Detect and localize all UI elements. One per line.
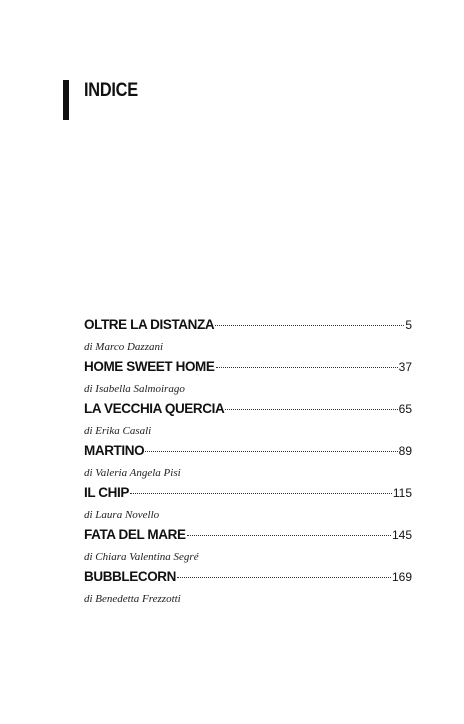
toc-entry-author: di Erika Casali	[84, 425, 152, 437]
toc-entry-author: di Laura Novello	[84, 509, 160, 521]
toc-entry-row	[84, 525, 412, 545]
toc-entry-page: 5	[405, 318, 412, 332]
toc-entry-title: HOME SWEET HOME	[84, 359, 215, 374]
toc-entry-author: di Valeria Angela Pisi	[84, 467, 181, 479]
toc-entry[interactable]	[84, 567, 412, 609]
dot-leader	[145, 450, 397, 452]
toc-entry-title: FATA DEL MARE	[84, 527, 186, 542]
toc-entry-title: IL CHIP	[84, 485, 129, 500]
dot-leader	[215, 324, 404, 326]
toc-entry-page: 169	[391, 570, 412, 584]
toc-entry-row	[84, 441, 412, 461]
toc-entry-title: LA VECCHIA QUERCIA	[84, 401, 225, 416]
heading-bar	[63, 80, 69, 120]
dot-leader	[187, 534, 391, 536]
toc-entry-author: di Chiara Valentina Segré	[84, 551, 199, 563]
toc-entry-title: OLTRE LA DISTANZA	[84, 317, 215, 332]
toc-entry-page: 89	[398, 444, 412, 458]
page-title: INDICE	[84, 80, 138, 101]
toc-entry-author: di Marco Dazzani	[84, 341, 164, 353]
dot-leader	[177, 576, 391, 578]
dot-leader	[216, 366, 398, 368]
toc-entry-row	[84, 315, 412, 335]
toc-entry-author: di Isabella Salmoirago	[84, 383, 185, 395]
toc-entry-row	[84, 483, 412, 503]
toc-entry-row	[84, 357, 412, 377]
toc-entry-page: 145	[391, 528, 412, 542]
dot-leader	[130, 492, 392, 494]
toc-entry-page: 37	[398, 360, 412, 374]
toc-entry-page: 115	[392, 486, 412, 500]
toc-entry-row	[84, 567, 412, 587]
toc-entry-author: di Benedetta Frezzotti	[84, 593, 181, 605]
toc-entry-title: MARTINO	[84, 443, 145, 458]
toc-entry[interactable]	[84, 399, 412, 441]
toc-entry-page: 65	[398, 402, 412, 416]
toc-entry[interactable]	[84, 525, 412, 567]
table-of-contents	[84, 315, 412, 609]
toc-entry[interactable]	[84, 315, 412, 357]
toc-entry[interactable]	[84, 441, 412, 483]
toc-entry-row	[84, 399, 412, 419]
toc-entry[interactable]	[84, 483, 412, 525]
toc-entry[interactable]	[84, 357, 412, 399]
toc-entry-title: BUBBLECORN	[84, 569, 176, 584]
dot-leader	[225, 408, 397, 410]
